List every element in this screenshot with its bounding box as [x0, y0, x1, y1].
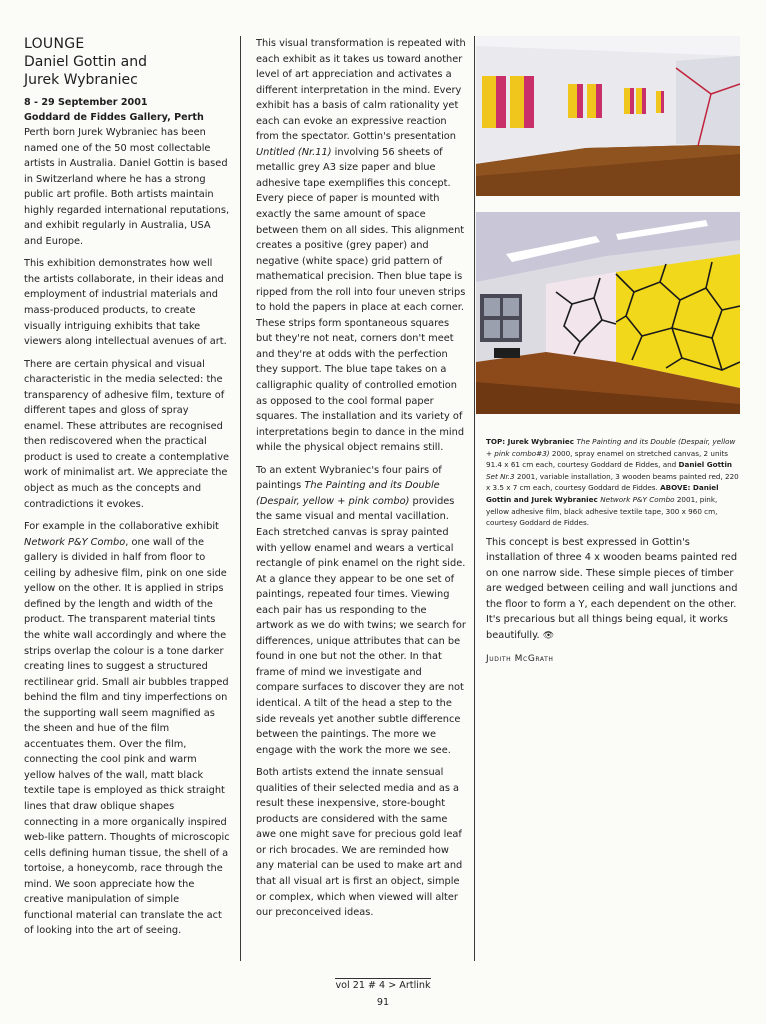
- text-run: involving 56 sheets of metallic grey A3 size paper and blue adhesive tape exemplifies this concept. Every piece of paper is mounted with exactly the same amount of space between them on all sides. This alignment creates a positive (grey paper) and negative (white space) grid pattern of mathematical precision. Then blue tape is ripped from the roll into four uneven strips to hold the papers in place at each corner. These strips form spontaneous squares but they're not neat, corners don't meet and they're at odds with the perfection they support. The blue tape takes on a calligraphic quality of controlled emotion as opposed to the cool formal paper squares. The installation and its variety of interpretations begin to dance in the mind while the physical object remains still.: [256, 146, 466, 454]
- article-title-line-2: Jurek Wybraniec: [24, 72, 138, 88]
- paragraph: Both artists extend the innate sensual qualities of their selected media and as a result these inexpensive, store-bought products are considered with the same awe one might save for precious gold leaf or rich brocades. We are reminded how any material can be used to make art and that all visual art is first an object, simple or complex, which when viewed will alter our preconceived ideas.: [256, 767, 463, 919]
- text-run: , one wall of the gallery is divided in half from floor to ceiling by adhesive film, pink on one side yellow on the other. It is applied in strips defined by the length and width of the product. The transparent material tints the white wall accordingly and where the strips overlap the colour is a tone darker creating lines to suggest a structured rectilinear grid. Small air bubbles trapped behind the film and tiny imperfections on the supporting wall seem magnified as the sheen and hue of the film accentuates them. Over the film, connecting the cool pink and warm yellow halves of the wall, matt black textile tape is employed as thick straight lines that draw oblique shapes connecting in a more organically inspired web-like pattern. Thoughts of microscopic cells defining human tissue, the shell of a tortoise, a honeycomb, race through the mind. We soon appreciate how the creative manipulation of simple functional material can translate the act of looking into the art of seeing.: [24, 536, 230, 937]
- column-divider: [474, 36, 475, 961]
- paragraph: This exhibition demonstrates how well the artists collaborate, in their ideas and employment of industrial materials and mass-produced products, to create visually intriguing exhibits that take viewers along intellectual avenues of art.: [24, 258, 227, 348]
- text-run: To an extent Wybraniec's four pairs of paintings: [256, 464, 442, 492]
- column-1: [24, 36, 230, 946]
- end-mark-icon: 👁: [542, 631, 555, 642]
- paintings-image: [476, 36, 740, 196]
- network-wall-image: [476, 212, 740, 414]
- column-divider: [240, 36, 241, 961]
- issue-line: [0, 980, 766, 992]
- caption-artist: Daniel Gottin and Jurek Wybraniec: [486, 483, 719, 504]
- artwork-title: Untitled (Nr.11): [256, 146, 332, 158]
- paragraph: [24, 519, 230, 939]
- gallery-photo-network-wall: [476, 212, 740, 414]
- artwork-title: The Painting and its Double (Despair, yellow + pink combo): [256, 480, 440, 507]
- exhibition-dates: 8 - 29 September 2001: [24, 97, 148, 108]
- text-run: For example in the collaborative exhibit: [24, 521, 219, 533]
- caption-details: 2000, spray enamel on stretched canvas, 2 units 91.4 x 61 cm each, courtesy Goddard de Fiddes, and: [486, 448, 729, 470]
- article-title-line-1: Daniel Gottin and: [24, 54, 148, 70]
- author-byline: Judith McGrath: [486, 653, 554, 664]
- caption-title: Set Nr.3: [486, 471, 515, 481]
- issue-text: vol 21 # 4 > Artlink: [335, 980, 431, 991]
- paragraph: [256, 36, 466, 456]
- caption-label: TOP:: [486, 437, 506, 446]
- text-run: This concept is best expressed in Gottin's installation of three 4 x wooden beams painted red on one narrow side. These simple pieces of timber are wedged between ceiling and wall junctions and the floor to form a Y, each dependent on the other. It's precarious but all things being equal, it works beautifully.: [486, 536, 738, 642]
- page-number: 91: [376, 997, 390, 1008]
- gallery-photo-paintings: [476, 36, 740, 196]
- paragraph: There are certain physical and visual characteristic in the media selected: the transparency of adhesive film, texture of different tapes and gloss of spray enamel. These attributes are recognised then rediscovered when the practical product is used to create a contemplative work of minimalist art. We appreciate the object as much as the concepts and contradictions it evokes.: [24, 358, 230, 510]
- paragraph: Perth born Jurek Wybraniec has been named one of the 50 most collectable artists in Australia. Daniel Gottin is based in Switzerland where he has a strong public art profile. Both artists maintain highly regarded international reputations, and exhibit regularly in Australia, USA and Europe.: [24, 127, 230, 247]
- caption-title: The Painting and its Double (Despair, yellow + pink combo#3): [486, 437, 736, 458]
- column-3: [486, 418, 740, 667]
- caption-details: 2001, pink, yellow adhesive film, black adhesive textile tape, 300 x 960 cm, courtesy Goddard de Fiddes.: [486, 494, 718, 528]
- caption-artist: Jurek Wybraniec: [505, 437, 577, 446]
- exhibition-venue: Goddard de Fiddes Gallery, Perth: [24, 112, 204, 123]
- caption-artist: Daniel Gottin: [678, 460, 733, 470]
- column-2: [256, 36, 466, 928]
- caption-title: Network P&Y Combo: [600, 494, 675, 504]
- photo-caption: [486, 436, 740, 529]
- paragraph: [486, 535, 740, 645]
- section-label: LOUNGE: [24, 36, 85, 52]
- caption-details: 2001, variable installation, 3 wooden beams painted red, 220 x 3.5 x 7 cm each, courtesy Goddard de Fiddes.: [486, 471, 739, 493]
- caption-label: ABOVE:: [660, 483, 691, 493]
- text-run: provides the same visual and mental vacillation. Each stretched canvas is spray painted with yellow enamel and wears a vertical rectangle of pink enamel on the right side. At a glance they appear to be one set of paintings, repeated four times. Viewing each pair has us responding to the artwork as we do with twins; we search for differences, unique attributes that can be found in one but not the other. In that frame of mind we investigate and compare surfaces to discover they are not identical. A tilt of the head a step to the side reveals yet another subtle difference between the paintings. The more we engage with the work the more we see.: [256, 495, 466, 756]
- text-run: This visual transformation is repeated with each exhibit as it takes us toward another level of art appreciation and activates a different interpretation in the mind. Every exhibit has a basis of calm rationality yet each can evoke an expressive reaction from the spectator. Gottin's presentation: [256, 38, 466, 143]
- paragraph: [256, 463, 466, 758]
- artwork-title: Network P&Y Combo: [24, 536, 126, 548]
